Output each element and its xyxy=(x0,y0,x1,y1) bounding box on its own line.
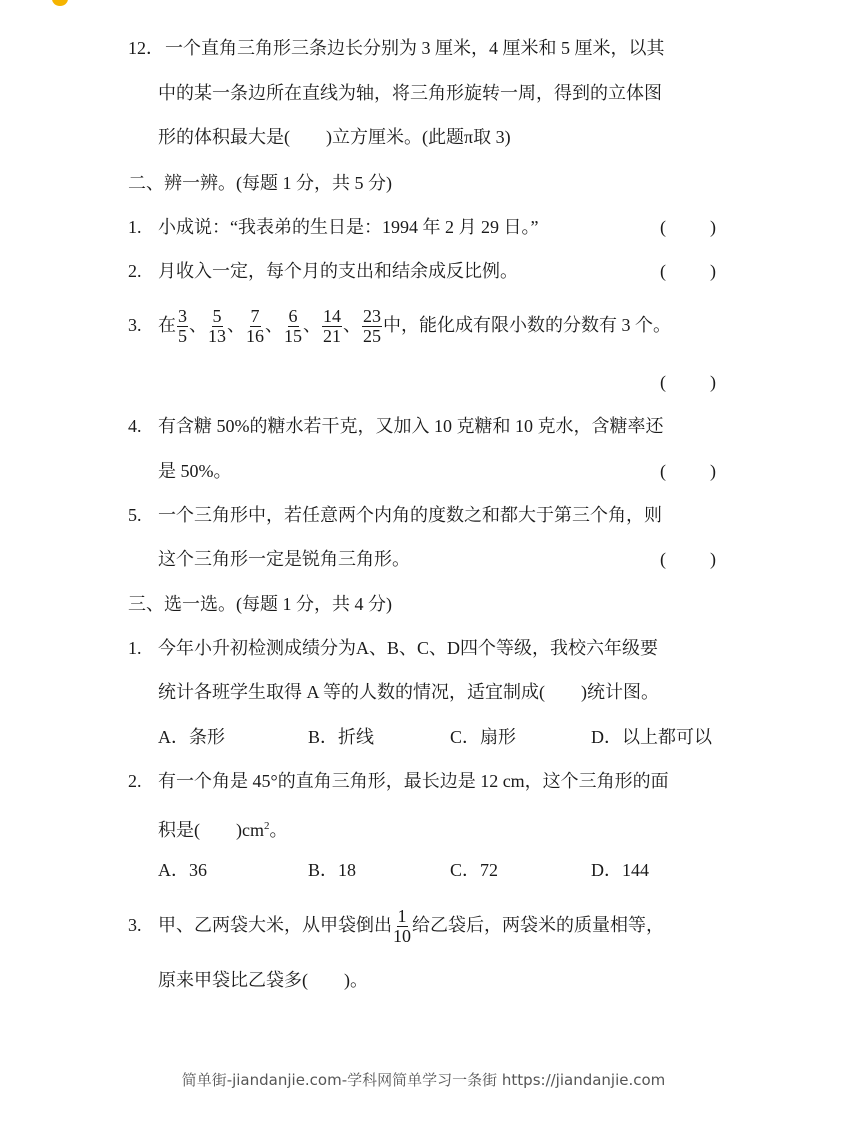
s2-q2-answer-blank[interactable] xyxy=(660,260,716,282)
s3-q2-option-c[interactable]: C．72 xyxy=(450,860,499,880)
paren-close: ) xyxy=(710,549,716,569)
paren-open: ( xyxy=(660,372,666,392)
separator: 、 xyxy=(303,315,321,335)
s2-q4-line1: 有含糖 50%的糖水若干克，又加入 10 克糖和 10 克水，含糖率还 xyxy=(158,416,664,436)
q12-line3: 形的体积最大是( )立方厘米。(此题π取 3) xyxy=(158,127,511,147)
s2-q4-answer-blank[interactable] xyxy=(660,460,716,482)
s3-q1-number: 1. xyxy=(128,638,142,658)
q12-line1: 一个直角三角形三条边长分别为 3 厘米，4 厘米和 5 厘米，以其 xyxy=(165,38,665,58)
denominator: 5 xyxy=(178,326,187,347)
fraction xyxy=(284,307,302,346)
separator: 、 xyxy=(265,315,283,335)
s3-q3-post: 给乙袋后，两袋米的质量相等， xyxy=(412,915,664,935)
numerator: 3 xyxy=(178,306,187,327)
s2-q5-line2: 这个三角形一定是锐角三角形。 xyxy=(158,549,410,569)
paren-close: ) xyxy=(710,372,716,392)
paren-open: ( xyxy=(660,217,666,237)
denominator: 15 xyxy=(284,326,302,347)
s2-q5-number: 5. xyxy=(128,505,142,525)
q12-number: 12． xyxy=(128,38,164,58)
fraction xyxy=(177,307,188,346)
s3-q3-line2: 原来甲袋比乙袋多( )。 xyxy=(158,970,368,990)
superscript: 2 xyxy=(263,820,270,832)
denominator: 13 xyxy=(208,326,226,347)
s3-q1-option-b[interactable]: B．折线 xyxy=(308,727,375,747)
s2-q4-number: 4. xyxy=(128,416,142,436)
paren-open: ( xyxy=(660,461,666,481)
paren-close: ) xyxy=(710,217,716,237)
paren-open: ( xyxy=(660,549,666,569)
s3-q2-line1: 有一个角是 45°的直角三角形，最长边是 12 cm，这个三角形的面 xyxy=(158,771,669,791)
s2-q3-number: 3. xyxy=(128,315,142,335)
fraction xyxy=(362,307,382,346)
numerator: 5 xyxy=(212,306,222,327)
s3-q2-line2-text: 积是( )cm xyxy=(158,820,264,840)
denominator: 25 xyxy=(363,326,381,347)
paren-open: ( xyxy=(660,261,666,281)
s3-q2-option-b[interactable]: B．18 xyxy=(308,860,357,880)
s3-q2-option-a[interactable]: A．36 xyxy=(158,860,207,880)
separator: 、 xyxy=(227,315,245,335)
s3-q1-line2: 统计各班学生取得 A 等的人数的情况，适宜制成( )统计图。 xyxy=(158,682,659,702)
decorative-dot xyxy=(52,0,68,6)
s3-q2-option-d[interactable]: D．144 xyxy=(591,860,649,880)
section2-title: 二、辨一辨。(每题 1 分，共 5 分) xyxy=(128,173,392,193)
s2-q2-text: 月收入一定，每个月的支出和结余成反比例。 xyxy=(158,261,518,281)
fraction xyxy=(246,307,264,346)
s3-q1-option-a[interactable]: A．条形 xyxy=(158,727,225,747)
s2-q5-line1: 一个三角形中，若任意两个内角的度数之和都大于第三个角，则 xyxy=(158,505,662,525)
s2-q2-number: 2. xyxy=(128,261,142,281)
numerator: 23 xyxy=(363,306,381,327)
s2-q1-number: 1. xyxy=(128,217,142,237)
denominator: 10 xyxy=(393,926,411,947)
s3-q1-option-c[interactable]: C．扇形 xyxy=(450,727,517,747)
s2-q1-answer-blank[interactable] xyxy=(660,216,716,238)
s2-q5-answer-blank[interactable] xyxy=(660,548,716,570)
separator: 、 xyxy=(189,315,207,335)
s3-q3-pre: 甲、乙两袋大米，从甲袋倒出 xyxy=(158,915,392,935)
denominator: 21 xyxy=(323,326,341,347)
footer-watermark: 简单街-jiandanjie.com-学科网简单学习一条街 https://jiandanjie.com xyxy=(181,1071,666,1089)
fraction xyxy=(322,307,342,346)
s2-q3-pre: 在 xyxy=(158,315,176,335)
s3-q1-line1: 今年小升初检测成绩分为A、B、C、D四个等级，我校六年级要 xyxy=(158,638,659,658)
s2-q3-text xyxy=(158,303,671,347)
s2-q3-post: 中，能化成有限小数的分数有 3 个。 xyxy=(383,315,671,335)
s3-q3-line1 xyxy=(158,903,664,947)
separator: 、 xyxy=(343,315,361,335)
s3-q2-line2 xyxy=(158,815,287,841)
fraction xyxy=(208,307,226,346)
s2-q4-line2: 是 50%。 xyxy=(158,461,232,481)
s2-q3-answer-blank[interactable] xyxy=(660,371,716,393)
s2-q1-text: 小成说：“我表弟的生日是：1994 年 2 月 29 日。” xyxy=(158,217,539,237)
numerator: 1 xyxy=(397,906,407,927)
s3-q1-option-d[interactable]: D．以上都可以 xyxy=(591,727,712,747)
fraction xyxy=(393,907,411,946)
s3-q2-line2-end: 。 xyxy=(269,820,288,840)
numerator: 7 xyxy=(250,306,260,327)
denominator: 16 xyxy=(246,326,264,347)
numerator: 14 xyxy=(323,306,341,327)
numerator: 6 xyxy=(288,306,298,327)
paren-close: ) xyxy=(710,461,716,481)
s3-q2-number: 2. xyxy=(128,771,142,791)
section3-title: 三、选一选。(每题 1 分，共 4 分) xyxy=(128,594,392,614)
q12-line2: 中的某一条边所在直线为轴，将三角形旋转一周，得到的立体图 xyxy=(158,83,662,103)
s3-q3-number: 3. xyxy=(128,915,142,935)
paren-close: ) xyxy=(710,261,716,281)
